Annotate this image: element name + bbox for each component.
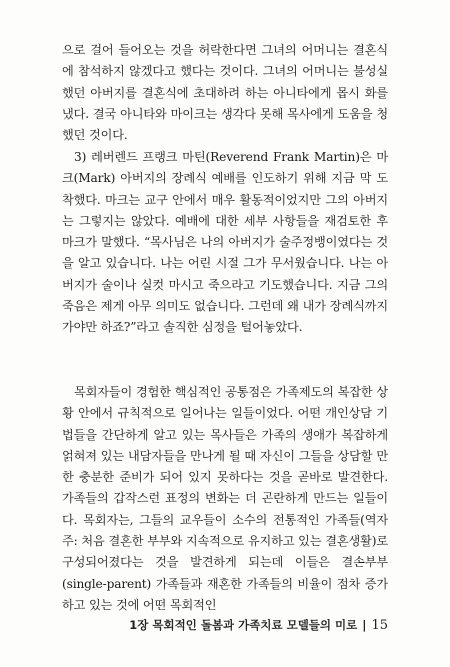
chapter-title: 1장 목회적인 돌봄과 가족치료 모델들의 미로: [129, 618, 358, 632]
footer-separator: |: [362, 618, 367, 632]
page-number: 15: [371, 618, 388, 633]
paragraph-common-point: [62, 382, 388, 616]
running-footer: [62, 617, 388, 633]
paragraph-text: [62, 147, 388, 339]
paragraph-text: 으로 걸어 들어오는 것을 허락한다면 그녀의 어머니는 결혼식에 참석하지 않겠다고 했다는 것이다. 그녀의 어머니는 불성실했던 아버지를 결혼식에 초대하려 하는 아니타에게 몹시 화를 냈다. 결국 아니타와 마이크는 생각다 못해 목사에게 도움을 청했던 것이다.: [62, 43, 388, 143]
paragraph-body: 3) 레버렌드 프랭크 마틴(Reverend Frank Martin)은 마크(Mark) 아버지의 장례식 예배를 인도하기 위해 지금 막 도착했다. 마크는 교구 안에서 매우 활동적이었지만 그의 아버지는 그렇지는 않았다. 예배에 대한 세부 사항들을 재검토한 후 마크가 말했다. “목사님은 나의 아버지가 술주정뱅이였다는 것을 알고 있습니다. 나는 어린 시절 그가 무서웠습니다. 나는 아버지가 술이나 실컷 마시고 죽으라고 기도했습니다. 지금 그의 죽음은 제게 아무 의미도 없습니다. 그런데 왜 내가 장례식까지 가야만 하죠?”라고 솔직한 심정을 털어놓았다.: [62, 150, 388, 335]
paragraph-text: [62, 382, 388, 616]
paragraph-body: 목회자들이 경험한 핵심적인 공통점은 가족제도의 복잡한 상황 안에서 규칙적으로 일어나는 일들이었다. 어떤 개인상담 기법들을 간단하게 알고 있는 목사들은 가족의 생애가 복잡하게 얽혀져 있는 내담자들을 만나게 될 때 자신이 그들을 상담할 만한 충분한 준비가 되어 있지 못하다는 것을 곧바로 발견한다. 가족들의 갑작스런 표정의 변화는 더 곤란하게 만드는 일들이다. 목회자는, 그들의 교우들이 소수의 전통적인 가족들(역자 주: 처음 결혼한 부부와 지속적으로 유지하고 있는 결혼생활)로 구성되어졌다는 것을 발견하게 되는데 이들은 결손부부(single-parent) 가족들과 재혼한 가족들의 비율이 점차 증가하고 있는 것에 어떤 목회적인: [62, 385, 388, 612]
paragraph-case-3: [62, 147, 388, 339]
paragraph-continuation: [62, 40, 388, 146]
